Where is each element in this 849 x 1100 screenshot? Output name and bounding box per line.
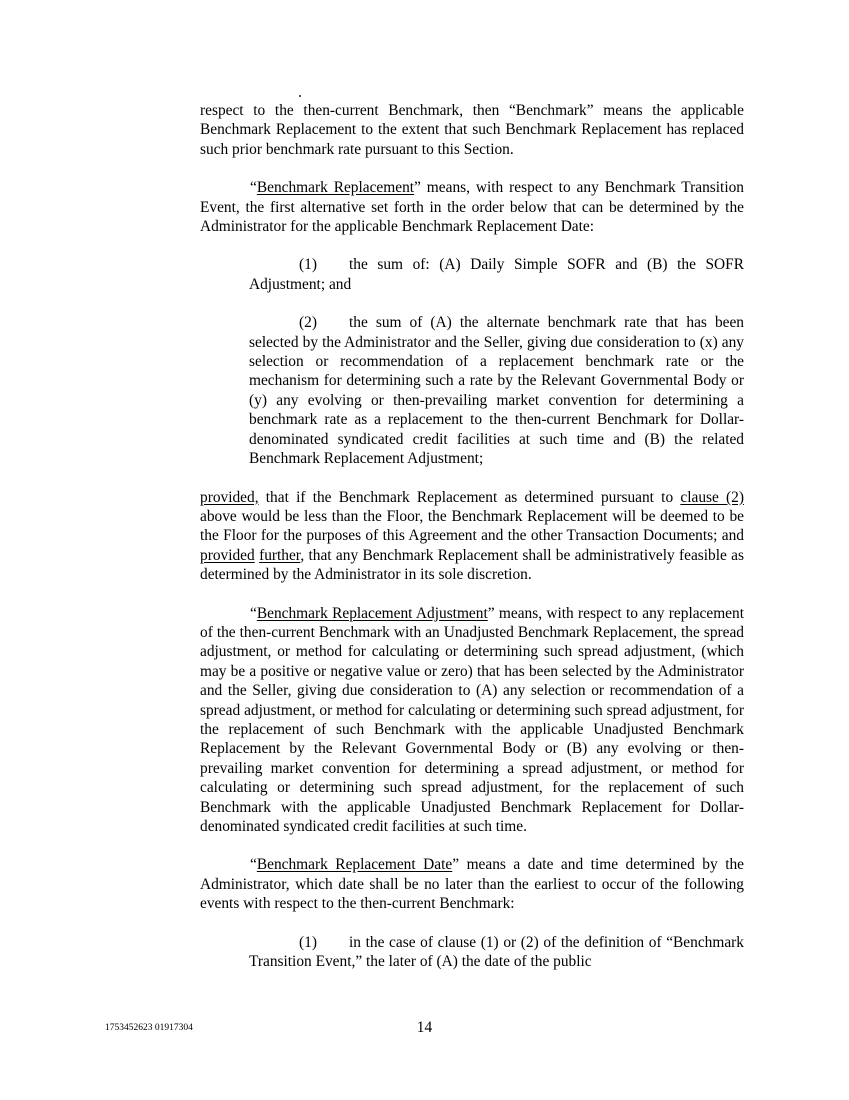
list-item-number: (1) xyxy=(299,256,317,274)
close-quote: ” xyxy=(414,179,421,197)
paragraph-benchmark-continuation: respect to the then-current Benchmark, then “Benchmark” means the applicable Benchmark Replacement to the extent that such Benchmark Replacement has replaced such prior benchmark rate pursuant to this Section. xyxy=(200,102,744,158)
list-item-text: the sum of (A) the alternate benchmark rate that has been selected by the Administrator and the Seller, giving due consideration to (x) any selection or recommendation of a replacement benchmark rate or the mechanism for determining such a rate by the Relevant Governmental Body or (y) any evolving or then-prevailing market convention for determining a benchmark rate as a replacement to the then-current Benchmark for Dollar-denominated syndicated credit facilities at such time and (B) the related Benchmark Replacement Adjustment; xyxy=(249,314,744,468)
list-item-2 xyxy=(249,313,744,468)
list-item-1 xyxy=(249,255,744,294)
definition-benchmark-replacement-adjustment xyxy=(200,604,744,837)
proviso-paragraph xyxy=(200,488,744,585)
list-item-text: the sum of: (A) Daily Simple SOFR and (B) the SOFR Adjustment; and xyxy=(249,256,744,293)
definition-text: means, with respect to any Benchmark Transition Event, the first alternative set forth in the order below that can be determined by the Administrator for the applicable Benchmark Replacement Date: xyxy=(200,179,744,236)
definition-benchmark-replacement-date xyxy=(200,855,744,913)
open-quote: “ xyxy=(250,856,257,874)
defined-term: Benchmark Replacement xyxy=(256,179,415,197)
open-quote: “ xyxy=(250,604,257,622)
list-item-number: (1) xyxy=(299,933,317,951)
defined-term: Benchmark Replacement Date xyxy=(256,856,453,874)
list-item-text: in the case of clause (1) or (2) of the definition of “Benchmark Transition Event,” the later of (A) the date of the public xyxy=(249,933,744,971)
clause-reference: clause (2) xyxy=(680,488,744,506)
close-quote: ” xyxy=(452,856,460,874)
proviso-text: above would be less than the Floor, the Benchmark Replacement will be deemed to be the Floor for the purposes of this Agreement and the other Transaction Documents; and xyxy=(200,507,744,545)
proviso-provided-2: provided xyxy=(200,546,255,564)
scan-speck xyxy=(299,95,301,97)
list-item-date-1 xyxy=(249,933,744,972)
page-number: 14 xyxy=(416,1019,433,1036)
proviso-text: , that any Benchmark Replacement shall be administratively feasible as determined by the Administrator in its sole discretion. xyxy=(200,546,744,584)
document-id: 1753452623 01917304 xyxy=(105,1023,193,1033)
proviso-provided: provided, xyxy=(200,488,259,506)
proviso-text: that if the Benchmark Replacement as determined pursuant to xyxy=(258,488,681,506)
proviso-further: further xyxy=(259,546,301,564)
body-text xyxy=(200,101,744,971)
close-quote: ” xyxy=(487,604,495,622)
open-quote: “ xyxy=(250,179,257,197)
definition-benchmark-replacement xyxy=(200,178,744,236)
definition-text: means, with respect to any replacement of the then-current Benchmark with an Unadjusted Benchmark Replacement, the spread adjustment, or method for calculating or determining such spread adjustment, (which may be a positive or negative value or zero) that has been selected by the Administrator and the Seller, giving due consideration to (A) any selection or recommendation of a spread adjustment, or method for calculating or determining such spread adjustment, for the replacement of such Benchmark with the applicable Unadjusted Benchmark Replacement by the Relevant Governmental Body or (B) any evolving or then-prevailing market convention for determining a spread adjustment, or method for calculating or determining such spread adjustment, for the replacement of such Benchmark with the applicable Unadjusted Benchmark Replacement for Dollar-denominated syndicated credit facilities at such time. xyxy=(200,604,744,835)
definition-text: means a date and time determined by the Administrator, which date shall be no later than the earliest to occur of the following events with respect to the then-current Benchmark: xyxy=(200,856,744,913)
list-item-number: (2) xyxy=(299,314,317,332)
defined-term: Benchmark Replacement Adjustment xyxy=(256,604,488,622)
